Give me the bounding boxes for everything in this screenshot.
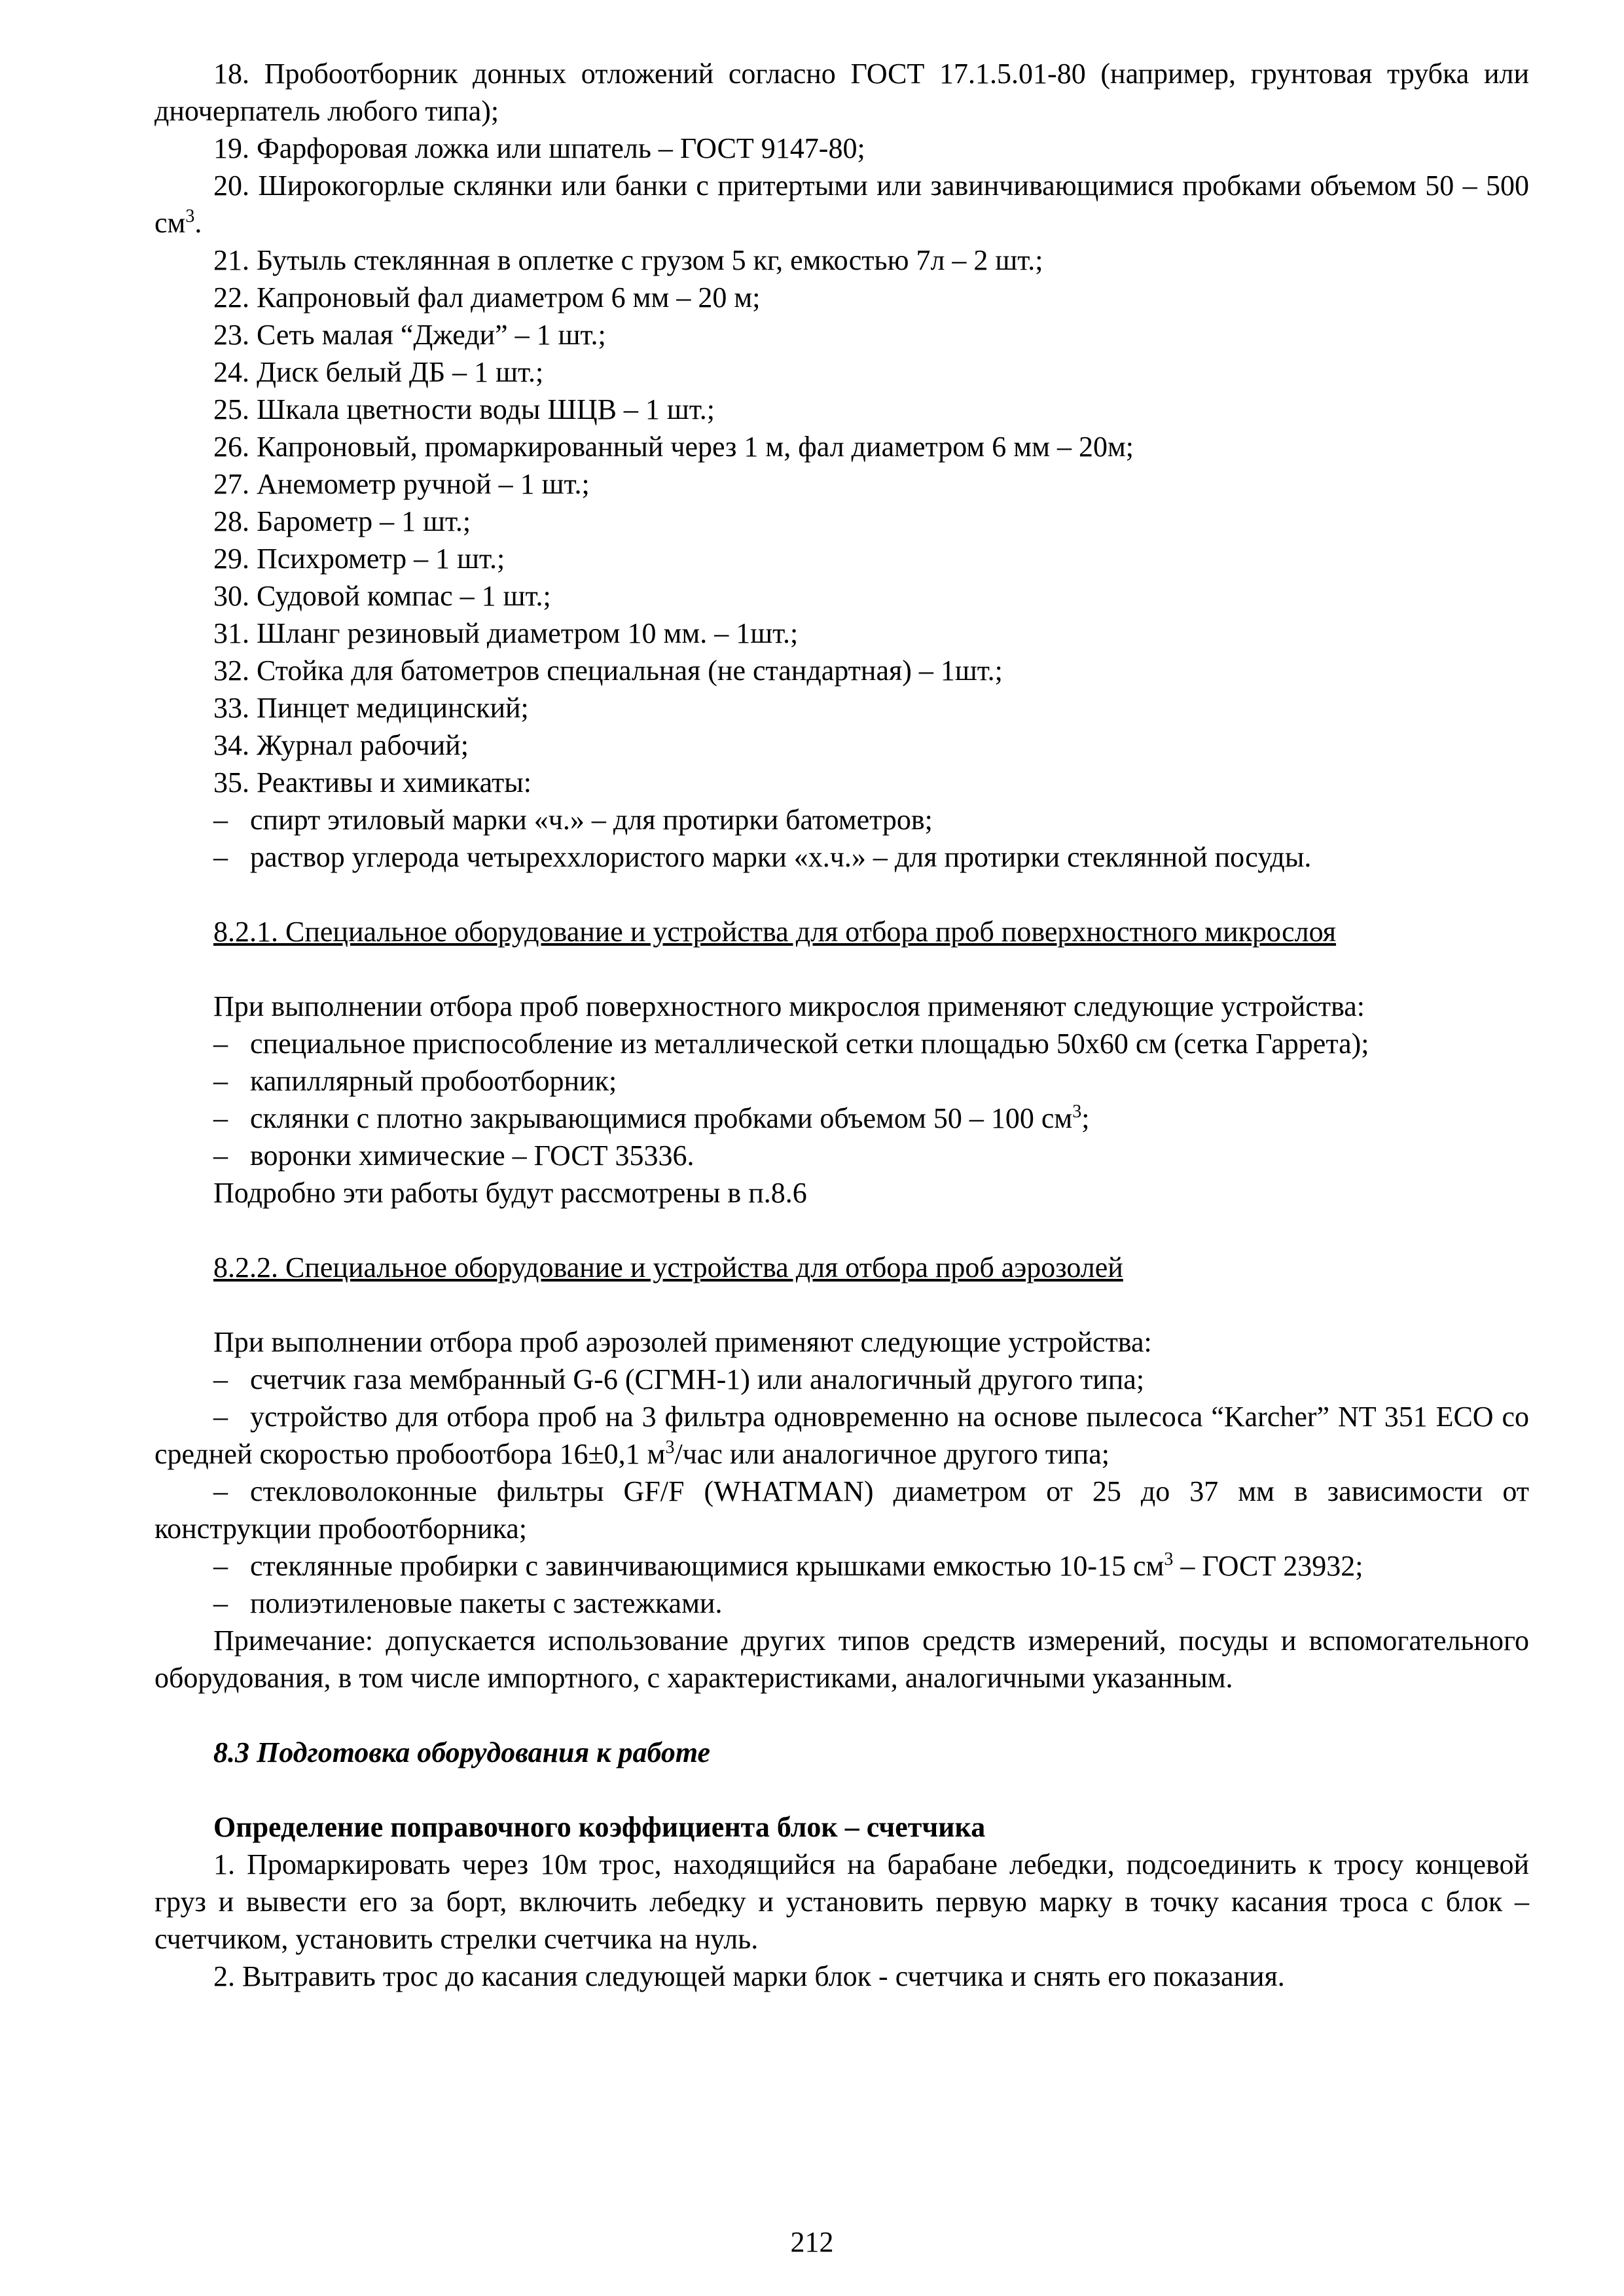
- list-item-24: 24. Диск белый ДБ – 1 шт.;: [213, 356, 544, 388]
- list-item: [154, 1361, 1529, 1398]
- section-822-intro: При выполнении отбора проб аэрозолей применяют следующие устройства:: [213, 1326, 1152, 1358]
- list-item-20: [154, 167, 1529, 242]
- list-item-26: 26. Капроновый, промаркированный через 1 м, фал диаметром 6 мм – 20м;: [213, 431, 1134, 463]
- paragraph-1: 1. Промаркировать через 10м трос, находящийся на барабане лебедки, подсоединить к тросу концевой груз и вывести его за борт, включить лебедку и установить первую марку в точку касания троса с блок – счетчиком, установить стрелки счетчика на нуль.: [154, 1848, 1529, 1955]
- list-item-25: 25. Шкала цветности воды ШЦВ – 1 шт.;: [213, 393, 715, 425]
- spacer: [154, 1286, 1529, 1323]
- list-item-text: счетчик газа мембранный G-6 (СГМН-1) или аналогичный другого типа;: [250, 1363, 1145, 1395]
- dash-mark: –: [213, 1475, 228, 1507]
- list-item-28: 28. Барометр – 1 шт.;: [213, 505, 471, 537]
- list-item-text: капиллярный пробоотборник;: [250, 1065, 617, 1097]
- superscript: 3: [665, 1437, 675, 1458]
- list-item-22: 22. Капроновый фал диаметром 6 мм – 20 м;: [213, 281, 761, 314]
- superscript: 3: [1072, 1102, 1082, 1122]
- list-item-text: специальное приспособление из металлической сетки площадью 50х60 см (сетка Гаррета);: [250, 1028, 1369, 1060]
- dash-mark: –: [213, 1065, 228, 1097]
- paragraph-2: 2. Вытравить трос до касания следующей марки блок - счетчика и снять его показания.: [213, 1960, 1285, 1992]
- dash-mark: –: [213, 1550, 228, 1582]
- list-item-23: 23. Сеть малая “Джеди” – 1 шт.;: [213, 319, 606, 351]
- list-item-text: устройство для отбора проб на 3 фильтра одновременно на основе пылесоса “Karcher” NT 351 ECO со средней скоростью пробоотбора 16±0,1 м: [154, 1401, 1529, 1470]
- spacer: [154, 876, 1529, 913]
- list-item-text: склянки с плотно закрывающимися пробками объемом 50 – 100 см: [250, 1102, 1073, 1134]
- list-item: [154, 1585, 1529, 1622]
- list-item-35: 35. Реактивы и химикаты:: [213, 766, 532, 798]
- section-heading-821: 8.2.1. Специальное оборудование и устройства для отбора проб поверхностного микрослоя: [213, 916, 1337, 948]
- list-item-20-end: .: [194, 207, 202, 239]
- list-item-32: 32. Стойка для батометров специальная (не стандартная) – 1шт.;: [213, 655, 1003, 687]
- list-item: [154, 1025, 1529, 1062]
- list-item-18: 18. Пробоотборник донных отложений согласно ГОСТ 17.1.5.01-80 (например, грунтовая трубка или дночерпатель любого типа);: [154, 58, 1529, 127]
- reagent-item: [154, 801, 1529, 838]
- list-item-29: 29. Психрометр – 1 шт.;: [213, 543, 505, 575]
- list-item-text: полиэтиленовые пакеты с застежками.: [250, 1587, 723, 1619]
- list-item: [154, 1473, 1529, 1547]
- list-item-21: 21. Бутыль стеклянная в оплетке с грузом 5 кг, емкостью 7л – 2 шт.;: [213, 244, 1043, 276]
- list-item: [154, 1100, 1529, 1137]
- document-page: [154, 55, 1529, 1995]
- section-heading-83: 8.3 Подготовка оборудования к работе: [213, 1736, 711, 1768]
- spacer: [154, 1696, 1529, 1734]
- list-item-20-text: 20. Широкогорлые склянки или банки с притертыми или завинчивающимися пробками объемом 50 – 500 см: [154, 170, 1529, 239]
- list-item-end: ;: [1081, 1102, 1090, 1134]
- subsection-heading: Определение поправочного коэффициента блок – счетчика: [213, 1811, 986, 1843]
- dash-mark: –: [213, 1587, 228, 1619]
- reagent-item: [154, 838, 1529, 876]
- superscript: 3: [1164, 1549, 1174, 1570]
- list-item-19: 19. Фарфоровая ложка или шпатель – ГОСТ 9147-80;: [213, 132, 865, 164]
- list-item-33: 33. Пинцет медицинский;: [213, 692, 529, 724]
- section-821-intro: При выполнении отбора проб поверхностного микрослоя применяют следующие устройства:: [213, 990, 1365, 1022]
- list-item-end: – ГОСТ 23932;: [1173, 1550, 1363, 1582]
- list-item-text: воронки химические – ГОСТ 35336.: [250, 1139, 695, 1172]
- dash-mark: –: [213, 1401, 228, 1433]
- spacer: [154, 950, 1529, 988]
- spacer: [154, 1771, 1529, 1808]
- list-item: [154, 1398, 1529, 1473]
- dash-mark: –: [213, 1363, 228, 1395]
- reagent-text: спирт этиловый марки «ч.» – для протирки батометров;: [250, 804, 933, 836]
- dash-mark: –: [213, 1139, 228, 1172]
- section-heading-822: 8.2.2. Специальное оборудование и устройства для отбора проб аэрозолей: [213, 1251, 1123, 1283]
- superscript: 3: [185, 206, 195, 226]
- section-822-note: Примечание: допускается использование других типов средств измерений, посуды и вспомогательного оборудования, в том числе импортного, с характеристиками, аналогичными указанным.: [154, 1624, 1529, 1694]
- dash-mark: –: [213, 1102, 228, 1134]
- list-item: [154, 1137, 1529, 1174]
- list-item-text: стекловолоконные фильтры GF/F (WHATMAN) диаметром от 25 до 37 мм в зависимости от конструкции пробоотборника;: [154, 1475, 1529, 1545]
- dash-mark: –: [213, 1028, 228, 1060]
- list-item-34: 34. Журнал рабочий;: [213, 729, 469, 761]
- dash-mark: –: [213, 804, 228, 836]
- list-item-31: 31. Шланг резиновый диаметром 10 мм. – 1шт.;: [213, 617, 799, 649]
- list-item-end: /час или аналогичное другого типа;: [674, 1438, 1110, 1470]
- page-number: 212: [790, 2226, 834, 2258]
- list-item: [154, 1547, 1529, 1585]
- list-item-text: стеклянные пробирки с завинчивающимися крышками емкостью 10-15 см: [250, 1550, 1164, 1582]
- section-821-outro: Подробно эти работы будут рассмотрены в п.8.6: [213, 1177, 807, 1209]
- dash-mark: –: [213, 841, 228, 873]
- list-item: [154, 1062, 1529, 1100]
- list-item-30: 30. Судовой компас – 1 шт.;: [213, 580, 551, 612]
- reagent-text: раствор углерода четыреххлористого марки «х.ч.» – для протирки стеклянной посуды.: [250, 841, 1312, 873]
- spacer: [154, 1211, 1529, 1249]
- list-item-27: 27. Анемометр ручной – 1 шт.;: [213, 468, 590, 500]
